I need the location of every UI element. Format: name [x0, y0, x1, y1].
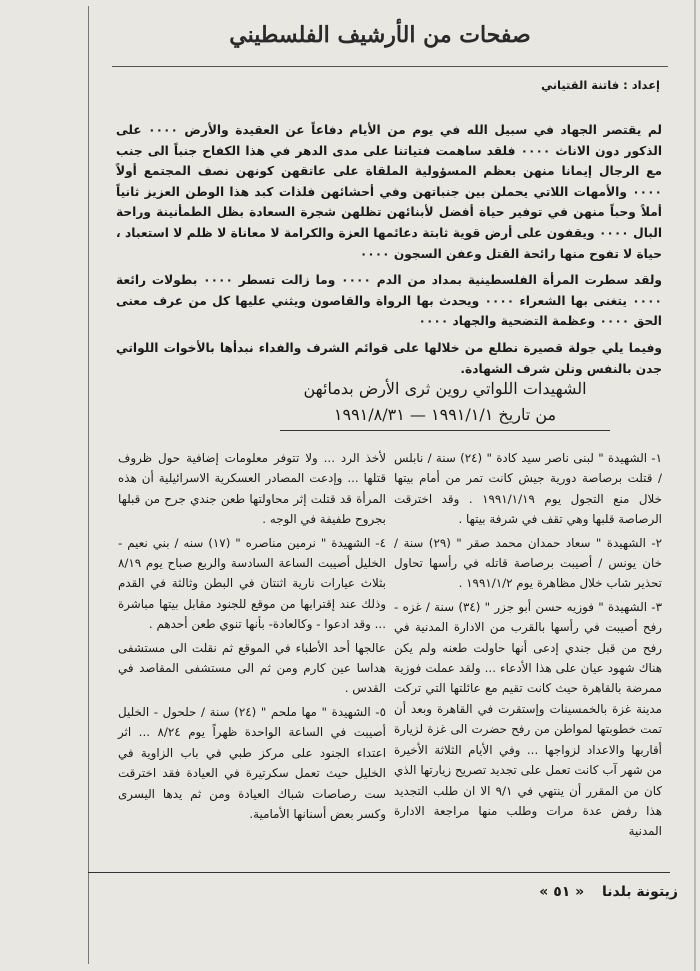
- page-title: صفحات من الأرشيف الفلسطيني: [229, 22, 531, 48]
- section-heading-dates: من تاريخ ١٩٩١/١/١ — ١٩٩١/٨/٣١: [280, 402, 610, 431]
- intro-paragraph-2: ولقد سطرت المرأة الفلسطينية بمداد من الدم ٠٠٠٠ وما زالت تسطر ٠٠٠٠ بطولات رائعة ٠٠٠٠ يتغنى بها الشعراء ٠٠٠٠ ويحدث بها الرواة والقاصون ويثني عليها كل من عرف معنى الحق ٠٠٠٠ وعظمة التضحية والجهاد ٠٠٠٠: [116, 273, 662, 329]
- title-divider: [112, 66, 668, 67]
- martyr-entry-1: ١- الشهيدة " لبنى ناصر سيد كادة " (٢٤) سنة / نابلس / قتلت برصاصة دورية جيش كانت تمر من أمام بيتها خلال منع التجول يوم ١٩٩١/١/١٩ . وقد اخترقت الرصاصة قلبها وهي تقف في شرفة بيتها .: [394, 451, 663, 527]
- martyr-entry-3: ٣- الشهيدة " فوزيه حسن أبو جزر " (٣٤) سنة / غزه - رفح أصيبت في رأسها بالقرب من الادارة المدنية في رفح من قبل جندي إدعى أنها حاولت طعنه ولم يكن هناك شهود عيان على هذا الأدعاء ... ولقد عملت فوزية ممرضة بالقاهرة حيث كانت تقيم مع عائلتها التي تركت مدينة غزة بالخمسينات وإستقرت في القاهرة وبعد أن تمت خطوبتها لمواطن من رفح حضرت الى غزة لزيارة أقاربها والاعداد لزواجها ... وفي الأيام الثلاثة الأخيرة من شهر آب كانت تعمل على تجديد تصريح زيارتها الذي كان من المقرر أن ينتهي في ٩/١ الا ان طلب التجديد هذا رفض عدة مرات وطلب منها مراجعة الادارة المدنية: [394, 599, 662, 839]
- left-column: [118, 448, 386, 827]
- magazine-name: زيتونة بلدنا: [601, 884, 678, 900]
- section-heading-title: الشهيدات اللواتي روين ثرى الأرض بدمائهن: [303, 379, 587, 398]
- martyr-entry-3-continued: لأخذ الرد ... ولا تتوفر معلومات إضافية حول ظروف قتلها ... وإدعت المصادر العسكرية الاسرائيلية أن هذه المرأة قد قتلت إثر محاولتها طعن جندي جرح من قبلها بجروح طفيفة في الوجه .: [118, 451, 386, 527]
- martyr-entry-2: ٢- الشهيدة " سعاد حمدان محمد صقر " (٢٩) سنة / خان يونس / أصيبت برصاصة قاتله في رأسها تحاول تحذير شاب خلال مظاهرة يوم ١٩٩١/١/٢ .: [394, 535, 662, 591]
- martyr-entry-5: ٥- الشهيدة " مها ملحم " (٢٤) سنة / حلحول - الخليل أصيبت في الساعة الواحدة ظهراً يوم ٨/٢٤ ... اثر اعتداء الجنود على مركز طبي في باب الزاوية في الخليل حيث تعمل سكرتيرة في العيادة فقد اخترقت ست رصاصات شباك العيادة ومن ثم يدها اليسرى وكسر بعض أسنانها الأمامية.: [118, 704, 386, 821]
- right-column: [394, 448, 662, 845]
- intro-text: [116, 120, 662, 385]
- page-number: « ٥١ »: [539, 884, 585, 900]
- intro-paragraph-1: لم يقتصر الجهاد في سبيل الله في يوم من الأيام دفاعاً عن العقيدة والأرض ٠٠٠٠ على الذكور دون الاناث ٠٠٠٠ فلقد ساهمت فتياتنا على مدى الدهر في هذا الكفاح جنباً الى جنب مع الرجال إيمانا منهن بعظم المسؤولية الملقاة على عاتقهن كونهن نصف المجتمع أولاً ٠٠٠٠ والأمهات اللاتي يحملن بين جنباتهن وفي أحشائهن فلذات كبد هذا الوطن العزيز ثانياً أملاً وحباً منهن في توفير حياة أفضل لأبنائهن تظلهن شجرة السعادة بظل الطمأنينة وراحة البال ٠٠٠٠ ويقفون على أرض قوية ثابتة دعائمها العزة والكرامة لا معاناة لا ظلم لا استعباد ، حياة لا تفوح منها رائحة القتل وعفن السجون ٠٠٠٠: [116, 123, 663, 261]
- section-heading: [280, 376, 610, 431]
- footer-divider: [88, 872, 670, 873]
- page-edge: [694, 0, 696, 971]
- page-footer: [118, 884, 678, 900]
- martyr-entry-4-continued: عالجها أحد الأطباء في الموقع ثم نقلت الى مستشفى هداسا عين كارم ومن ثم الى مستشفى المقاصد في القدس .: [118, 640, 386, 696]
- intro-paragraph-3: وفيما يلي جولة قصيرة نطلع من خلالها على قوائم الشرف والفداء نبدأها بالأخوات اللواتي جدن بالنفس ونلن شرف الشهادة.: [116, 340, 662, 376]
- martyr-entry-4: ٤- الشهيدة " نرمين مناصره " (١٧) سنه / بني نعيم - الخليل أصيبت الساعة السادسة والربع صباح يوم ٨/١٩ بثلاث عيارات نارية اثنتان في البطن وثالثة في القدم وذلك عند إقترابها من موقع للجنود مقابل بيتها مباشرة ... وقد ادعوا - وكالعادة- بأنها تنوي طعن أحدهم .: [118, 535, 386, 632]
- author-credit: إعداد : فاتنة القتياني: [541, 78, 660, 92]
